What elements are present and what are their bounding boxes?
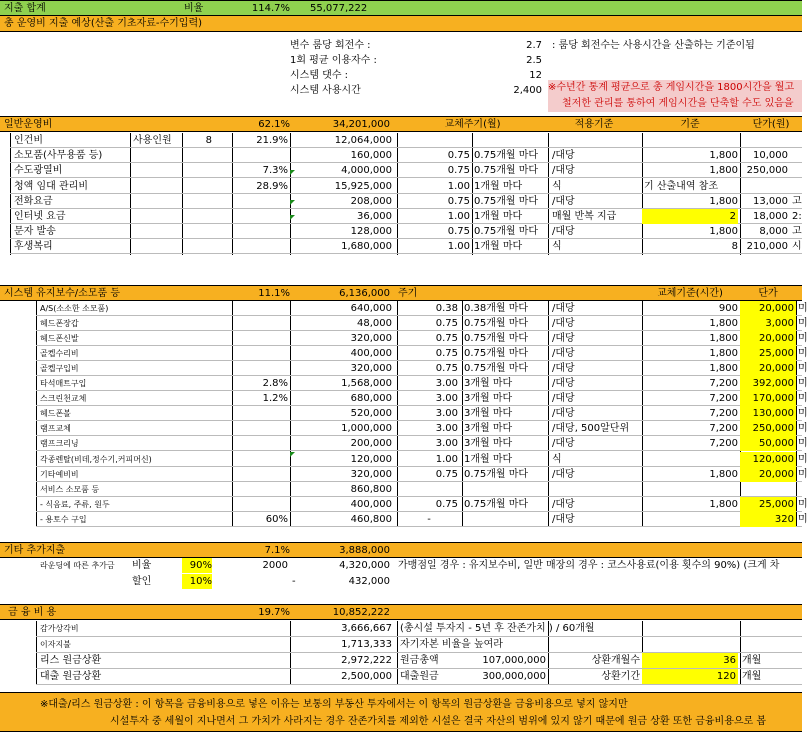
other-count: 2000: [262, 559, 288, 571]
system-row-amount: 640,000: [350, 302, 392, 314]
general-row-pct: [232, 148, 288, 163]
system-row-tail: 미: [798, 407, 808, 419]
grid-line: [36, 301, 37, 527]
system-row-tail: 미: [798, 377, 808, 389]
comment-marker: [290, 170, 295, 175]
system-row-unit: 50,000: [740, 436, 796, 451]
system-row-cycle-text: 3개월 마다: [464, 407, 513, 419]
finance-ratio: 19.7%: [258, 606, 290, 618]
system-row-cycle: [400, 482, 458, 497]
general-row-cycle: 1.00: [447, 210, 470, 222]
grid-line: [642, 301, 643, 527]
general-row-standard: [552, 133, 642, 148]
system-row-unit: 25,000: [740, 497, 796, 512]
general-row-cycle: 0.75: [447, 149, 470, 161]
general-row-name: 후생복리: [14, 240, 53, 252]
general-row-cycle: 1.00: [447, 180, 470, 192]
total-bar: [0, 0, 802, 16]
system-row-base: 7,200: [709, 377, 738, 389]
general-unit-header: 단가(원): [752, 118, 790, 130]
system-row-standard: /대당: [552, 362, 575, 374]
system-row-pct: [232, 482, 288, 497]
system-row-unit: 20,000: [740, 467, 796, 482]
general-row-amount: 160,000: [350, 149, 392, 161]
system-row-cycle: 0.38: [435, 302, 458, 314]
variable-label: 변수 룸당 회전수 :: [290, 39, 371, 51]
system-row-pct: [232, 331, 288, 346]
system-row-name: - 식음료, 주류, 원두: [40, 499, 110, 509]
general-row-cycle-text: 1개월 마다: [474, 210, 523, 222]
general-cycle-header: 교체주기(월): [444, 118, 501, 130]
finance-row-name: 대출 원금상환: [40, 670, 102, 682]
general-row-unit: 10,000: [753, 149, 788, 161]
system-row-base: 900: [718, 302, 738, 314]
general-row-cycle-text: 0.75개월 마다: [474, 225, 539, 237]
system-row-cycle: 0.75: [435, 332, 458, 344]
system-title: 시스템 유지보수/소모품 등: [4, 287, 120, 299]
variable-value: 2,400: [513, 84, 542, 96]
finance-row-key-unit: 개월: [742, 670, 762, 682]
system-row-name: 램프크리닝: [40, 438, 79, 448]
subtitle-bar: [0, 16, 802, 32]
system-row-standard: /대당: [552, 377, 575, 389]
general-row-cycle-text: 0.75개월 마다: [474, 195, 539, 207]
other-row-name: 라운딩에 따른 추가금: [40, 560, 115, 570]
system-row-cycle: 0.75: [435, 347, 458, 359]
finance-row-amount: 1,713,333: [341, 638, 392, 650]
grid-line: [36, 621, 37, 685]
total-label: 지출 합계: [4, 2, 46, 14]
grid-line: [796, 301, 797, 527]
system-row-standard: /대당: [552, 468, 575, 480]
system-row-cycle: 3.00: [435, 407, 458, 419]
system-row-tail: 미: [798, 362, 808, 374]
system-row-base: 1,800: [709, 317, 738, 329]
system-row-cycle: -: [427, 513, 431, 525]
finance-header: [0, 604, 802, 620]
other-amount: 3,888,000: [339, 544, 390, 556]
system-row-standard: /대당: [552, 407, 575, 419]
finance-row-amount: 3,666,667: [341, 622, 392, 634]
general-row-base: [644, 133, 738, 148]
general-row-base: 2: [642, 209, 738, 224]
general-row-base: 8: [731, 240, 738, 252]
general-standard-header: 적용기준: [574, 118, 614, 130]
system-row-pct: [232, 452, 288, 467]
general-row-tail: 2:: [792, 210, 802, 222]
system-row-name: 골켑구입비: [40, 363, 79, 373]
system-row-base: 7,200: [709, 392, 738, 404]
general-row-unit: [742, 179, 788, 194]
comment-marker: [290, 215, 295, 220]
general-row-cycle: 1.00: [447, 240, 470, 252]
comment-marker: [290, 452, 295, 457]
notice-line-2: 철저한 관리를 통하여 게임시간을 단축할 수도 있음을: [548, 96, 802, 112]
footer-line-1: ※대출/리스 원금상환 : 이 항목을 금융비용으로 넣은 이유는 보통의 부동산 투자에서는 이 항목의 원금상환을 금융비용으로 넣지 않지만: [40, 698, 628, 710]
system-row-tail: 미: [798, 302, 808, 314]
system-header: [0, 285, 802, 301]
system-row-unit: 392,000: [740, 376, 796, 391]
system-row-pct: [232, 467, 288, 482]
system-row-unit: 20,000: [740, 331, 796, 346]
general-row-unit: 8,000: [759, 225, 788, 237]
general-title: 일반운영비: [4, 118, 53, 130]
general-row-standard: 식: [552, 180, 562, 192]
system-row-tail: 미: [798, 317, 808, 329]
system-row-cycle-text: 3개월 마다: [464, 392, 513, 404]
finance-row-key: 상환개월수: [591, 654, 640, 666]
system-row-cycle-text: 3개월 마다: [464, 437, 513, 449]
general-row-unit: 13,000: [753, 195, 788, 207]
system-row-standard: /대당: [552, 317, 575, 329]
other-discount-key: 할인: [132, 575, 152, 587]
system-row-cycle-text: 0.38개월 마다: [464, 302, 529, 314]
system-unit-header: 단가: [758, 287, 778, 299]
general-row-extra2: 8: [205, 134, 212, 146]
system-row-tail: 미: [798, 498, 808, 510]
system-row-cycle: 0.75: [435, 468, 458, 480]
grid-line: [397, 301, 398, 527]
general-row-pct: 28.9%: [256, 180, 288, 192]
system-row-base: [644, 482, 738, 497]
system-row-pct: [232, 316, 288, 331]
finance-row-note: 대출원금: [400, 670, 439, 682]
other-ratio-key: 비율: [132, 559, 152, 571]
general-row-cycle-text: 0.75개월 마다: [474, 149, 539, 161]
finance-row-note: (총시설 투자지 - 5년 후 잔존가치 ) / 60개월: [400, 622, 595, 634]
general-row-standard: 식: [552, 240, 562, 252]
finance-row-amount: 2,972,222: [341, 654, 392, 666]
other-ratio: 7.1%: [264, 544, 290, 556]
system-row-pct: [232, 406, 288, 421]
system-row-amount: 680,000: [350, 392, 392, 404]
system-row-tail: 미: [798, 332, 808, 344]
system-row-tail: 미: [798, 468, 808, 480]
general-row-name: 전화요금: [14, 195, 53, 207]
general-row-base: 1,800: [709, 164, 738, 176]
general-row-base: 1,800: [709, 149, 738, 161]
system-row-cycle-text: 3개월 마다: [464, 377, 513, 389]
system-row-cycle: 3.00: [435, 437, 458, 449]
system-row-unit: 25,000: [740, 346, 796, 361]
system-row-tail: 미: [798, 422, 808, 434]
system-row-cycle: 1.00: [435, 453, 458, 465]
general-row-amount: 1,680,000: [341, 240, 392, 252]
variable-value: 12: [529, 69, 542, 81]
system-row-amount: 1,568,000: [341, 377, 392, 389]
system-row-pct: [232, 301, 288, 316]
general-row-amount: 15,925,000: [334, 180, 392, 192]
system-row-cycle: 3.00: [435, 392, 458, 404]
system-row-unit: 120,000: [740, 452, 796, 467]
general-row-extra: 사용인원: [133, 134, 172, 146]
comment-marker: [290, 200, 295, 205]
finance-row-name: 이자지불: [40, 639, 71, 649]
system-row-standard: /대당: [552, 332, 575, 344]
general-row-name: 청액 임대 관리비: [14, 180, 88, 192]
general-row-standard: /대당: [552, 225, 575, 237]
system-row-standard: /대당: [552, 513, 575, 525]
general-row-tail: 고: [792, 225, 802, 237]
finance-row-note: 원금총액: [400, 654, 439, 666]
variable-note: : 룸당 회전수는 사용시간을 산출하는 기준이됨: [552, 39, 755, 51]
general-row-unit: [742, 133, 788, 148]
general-row-base: 1,800: [709, 195, 738, 207]
other-discount-value[interactable]: 10%: [182, 574, 212, 589]
system-row-tail: 미: [798, 437, 808, 449]
system-row-amount: 48,000: [357, 317, 392, 329]
notice-line-1: ※수년간 통계 평균으로 총 게임시간을 1800시간을 월고: [548, 80, 802, 96]
general-row-amount: 208,000: [350, 195, 392, 207]
system-row-name: 서비스 소모품 등: [40, 484, 100, 494]
system-row-base: 1,800: [709, 498, 738, 510]
system-row-unit: 20,000: [740, 361, 796, 376]
system-row-cycle-text: [464, 512, 548, 527]
finance-row-key-value: 36: [642, 653, 738, 668]
system-row-name: 헤드폰장갑: [40, 318, 79, 328]
general-row-amount: 12,064,000: [334, 134, 392, 146]
grid-line: [290, 301, 291, 527]
system-row-standard: [552, 482, 642, 497]
general-row-cycle-text: 1개월 마다: [474, 240, 523, 252]
system-row-name: 기타예비비: [40, 469, 79, 479]
finance-row-name: 감가상각비: [40, 623, 79, 633]
variable-label: 시스템 사용시간: [290, 84, 361, 96]
system-row-pct: [232, 421, 288, 436]
system-row-name: - 용토수 구입: [40, 514, 87, 524]
general-row-pct: [232, 239, 288, 254]
system-row-cycle-text: 0.75개월 마다: [464, 468, 529, 480]
general-row-name: 소모품(사무용품 등): [14, 149, 103, 161]
other-header: [0, 542, 802, 558]
general-row-amount: 36,000: [357, 210, 392, 222]
system-row-cycle-text: 0.75개월 마다: [464, 317, 529, 329]
general-row-name: 인건비: [14, 134, 43, 146]
system-row-standard: /대당: [552, 347, 575, 359]
system-row-pct: [232, 346, 288, 361]
system-row-unit: [740, 482, 796, 497]
general-row-unit: 210,000: [746, 240, 788, 252]
finance-amount: 10,852,222: [332, 606, 390, 618]
general-row-amount: 4,000,000: [341, 164, 392, 176]
system-row-base: [644, 512, 738, 527]
general-row-amount: 128,000: [350, 225, 392, 237]
general-row-cycle-text: 0.75개월 마다: [474, 164, 539, 176]
system-row-standard: /대당: [552, 392, 575, 404]
general-row-cycle: 0.75: [447, 195, 470, 207]
general-row-cycle-text: [474, 133, 546, 148]
general-amount: 34,201,000: [332, 118, 390, 130]
subtitle: 총 운영비 지출 예상(산출 기초자료-수기입력): [4, 17, 203, 29]
finance-row-key-value: 120: [642, 669, 738, 684]
general-header: [0, 116, 802, 132]
system-row-base: 1,800: [709, 362, 738, 374]
total-ratio: 114.7%: [251, 2, 290, 14]
system-row-pct: 2.8%: [262, 377, 288, 389]
system-row-name: 헤드폰볼: [40, 408, 71, 418]
system-row-tail: 미: [798, 513, 808, 525]
system-row-amount: 400,000: [350, 347, 392, 359]
footer-note: [0, 692, 802, 732]
finance-row-note-value: 107,000,000: [482, 654, 546, 666]
system-row-cycle: 3.00: [435, 422, 458, 434]
general-ratio: 62.1%: [258, 118, 290, 130]
system-row-tail: 미: [798, 347, 808, 359]
system-row-cycle: 0.75: [435, 498, 458, 510]
grid-line: [397, 621, 398, 685]
ratio-label: 비율: [184, 2, 204, 14]
system-row-standard: /대당: [552, 498, 575, 510]
general-row-pct: [232, 224, 288, 239]
general-row-standard: /대당: [552, 149, 575, 161]
system-row-base: 1,800: [709, 332, 738, 344]
footer-line-2: 시설투자 중 세월이 지나면서 그 가치가 사라지는 경우 잔존가치를 제외한 시설은 결국 자산의 범위에 있지 않기 때문에 원금 상환 또한 금융비용으로 봅: [110, 715, 767, 727]
finance-row-amount: 2,500,000: [341, 670, 392, 682]
system-row-amount: 860,800: [350, 483, 392, 495]
system-row-tail: 미: [798, 392, 808, 404]
system-row-name: A/S(소소한 소모품): [40, 303, 109, 313]
system-row-unit: 320: [740, 512, 796, 527]
system-row-base: [644, 452, 738, 467]
system-row-pct: 60%: [265, 513, 288, 525]
grid-line: [290, 621, 291, 685]
general-row-tail: 고: [792, 195, 802, 207]
system-row-cycle: 0.75: [435, 317, 458, 329]
system-row-standard: /대당: [552, 302, 575, 314]
system-row-name: 램프교체: [40, 423, 71, 433]
system-row-cycle: 0.75: [435, 362, 458, 374]
other-dash: -: [292, 575, 296, 587]
general-row-standard: 매월 반복 지급: [552, 210, 617, 222]
other-title: 기타 추가지출: [4, 544, 66, 556]
system-row-pct: [232, 361, 288, 376]
system-row-cycle-text: 1개월 마다: [464, 453, 513, 465]
system-row-pct: 1.2%: [262, 392, 288, 404]
variable-value: 2.7: [526, 39, 542, 51]
finance-row-note-value: 300,000,000: [482, 670, 546, 682]
system-row-tail: 미: [798, 453, 808, 465]
system-row-standard: /대당, 500알단위: [552, 422, 630, 434]
system-row-amount: 520,000: [350, 407, 392, 419]
system-row-cycle-text: 0.75개월 마다: [464, 498, 529, 510]
total-amount: 55,077,222: [310, 2, 368, 14]
finance-row-note: 자기자본 비율을 높여라: [400, 638, 503, 650]
system-row-amount: 200,000: [350, 437, 392, 449]
row-divider: [36, 684, 802, 685]
variable-label: 시스템 댓수 :: [290, 69, 349, 81]
other-ratio-value[interactable]: 90%: [182, 558, 212, 573]
system-row-cycle-text: [464, 482, 548, 497]
general-row-tail: 시: [792, 240, 802, 252]
system-row-amount: 120,000: [350, 453, 392, 465]
finance-row-name: 리스 원금상환: [40, 654, 102, 666]
system-row-name: 헤드폰신발: [40, 333, 79, 343]
general-row-cycle: 0.75: [447, 164, 470, 176]
system-row-pct: [232, 497, 288, 512]
other-discount-amount: 432,000: [348, 575, 390, 587]
general-row-cycle-text: 1개월 마다: [474, 180, 523, 192]
system-row-amount: 1,000,000: [341, 422, 392, 434]
general-row-name: 인터넷 요금: [14, 210, 66, 222]
general-base-header: 기준: [680, 118, 700, 130]
general-row-pct: 7.3%: [262, 164, 288, 176]
system-row-name: 각종렌탈(비데,정수기,커피머신): [40, 454, 152, 464]
general-row-cycle: 0.75: [447, 225, 470, 237]
general-row-name: 수도광열비: [14, 164, 63, 176]
system-ratio: 11.1%: [258, 287, 290, 299]
system-cycle-header: 주기: [398, 287, 418, 299]
system-row-name: 골켑수리비: [40, 348, 79, 358]
system-row-unit: 20,000: [740, 301, 796, 316]
system-row-base: 1,800: [709, 468, 738, 480]
system-row-unit: 170,000: [740, 391, 796, 406]
system-row-name: 타석매트구입: [40, 378, 87, 388]
system-row-pct: [232, 436, 288, 451]
system-row-unit: 250,000: [740, 421, 796, 436]
system-base-header: 교체기준(시간): [657, 287, 723, 299]
finance-title: 금 융 비 용: [8, 606, 57, 618]
system-row-unit: 130,000: [740, 406, 796, 421]
variable-value: 2.5: [526, 54, 542, 66]
system-row-name: 스크린천교체: [40, 393, 87, 403]
system-row-unit: 3,000: [740, 316, 796, 331]
general-row-pct: [232, 194, 288, 209]
general-row-unit: 250,000: [746, 164, 788, 176]
general-row-pct: 21.9%: [256, 134, 288, 146]
general-row-name: 문자 발송: [14, 225, 56, 237]
other-row-amount: 4,320,000: [339, 559, 390, 571]
system-row-standard: 식: [552, 453, 562, 465]
system-row-cycle-text: 3개월 마다: [464, 422, 513, 434]
general-row-pct: [232, 209, 288, 224]
system-row-amount: 320,000: [350, 468, 392, 480]
system-row-amount: 400,000: [350, 498, 392, 510]
system-row-base: 7,200: [709, 407, 738, 419]
grid-line: [548, 301, 549, 527]
system-row-amount: 320,000: [350, 362, 392, 374]
general-row-standard: /대당: [552, 195, 575, 207]
general-row-standard: /대당: [552, 164, 575, 176]
system-row-amount: 320,000: [350, 332, 392, 344]
grid-line: [462, 301, 463, 527]
system-row-base: 7,200: [709, 437, 738, 449]
system-row-cycle-text: 0.75개월 마다: [464, 362, 529, 374]
finance-row-key-unit: 개월: [742, 654, 762, 666]
system-row-amount: 460,800: [350, 513, 392, 525]
grid-line: [740, 621, 741, 685]
system-amount: 6,136,000: [339, 287, 390, 299]
variable-label: 1회 평균 이용자수 :: [290, 54, 377, 66]
system-row-cycle: 3.00: [435, 377, 458, 389]
finance-row-key: 상환기간: [601, 670, 640, 682]
general-row-base: 기 산출내역 참조: [644, 180, 718, 192]
other-note: 가맹점일 경우 : 유지보수비, 일반 매장의 경우 : 코스사용료(이용 횟수의 90%) (크게 차: [398, 559, 780, 571]
general-row-cycle: [400, 133, 470, 148]
general-row-base: 1,800: [709, 225, 738, 237]
system-row-base: 7,200: [709, 422, 738, 434]
system-row-base: 1,800: [709, 347, 738, 359]
general-row-unit: 18,000: [753, 210, 788, 222]
system-row-cycle-text: 0.75개월 마다: [464, 332, 529, 344]
system-row-cycle-text: 0.75개월 마다: [464, 347, 529, 359]
system-row-standard: /대당: [552, 437, 575, 449]
